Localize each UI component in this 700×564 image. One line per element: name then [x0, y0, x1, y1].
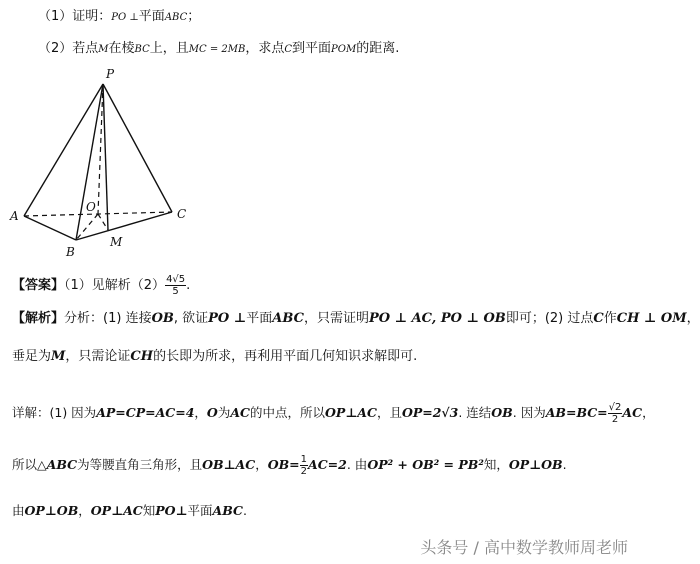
edge-po-hidden — [98, 84, 103, 214]
edge-pm — [103, 84, 108, 230]
edge-ab — [24, 216, 76, 240]
label-a: A — [10, 209, 19, 223]
edge-pc — [103, 84, 172, 212]
question-2: （2）若点M在棱BC上，且MC = 2MB，求点C到平面POM的距离. — [38, 41, 400, 56]
analysis-line-2: 垂足为M，只需论证CH的长即为所求，再利用平面几何知识求解即可. — [12, 349, 418, 364]
pyramid-figure — [0, 64, 210, 264]
answer-line: 【答案】（1）见解析（2） $\frac{4√5}{5}$ . — [12, 274, 191, 297]
label-p: P — [106, 67, 115, 81]
analysis-line-1: 【解析】分析：(1) 连接OB, 欲证PO ⊥平面ABC，只需证明PO ⊥ AC, PO ⊥ OB即可；(2) 过点C作CH ⊥ OM， — [12, 311, 700, 326]
label-m: M — [110, 235, 123, 249]
watermark-text: 头条号 / 高中数学教师周老师 — [420, 538, 628, 557]
label-o: O — [86, 200, 96, 214]
detail-fraction-one-half: $\frac{1}{2}$ — [300, 454, 308, 477]
detail-line-2: 所以△ABC为等腰直角三角形，且OB⊥AC，OB= $\frac{1}{2}$ AC=2. 由OP² + OB² = PB²知，OP⊥OB. — [12, 454, 567, 477]
question-1: （1）证明：PO ⊥平面ABC； — [38, 9, 201, 24]
edge-bc — [76, 212, 172, 240]
detail-fraction-sqrt2-over-2: $\frac{√2}{2}$ — [608, 402, 622, 425]
label-b: B — [66, 245, 75, 259]
label-c: C — [177, 207, 187, 221]
detail-line-1: 详解：(1) 因为AP=CP=AC=4，O为AC的中点，所以OP⊥AC，且OP=2√3. 连结OB. 因为AB=BC= $\frac{√2}{2}$ AC， — [12, 402, 655, 425]
edge-om-hidden — [98, 214, 108, 230]
detail-line-3: 由OP⊥OB，OP⊥AC知PO⊥平面ABC. — [12, 503, 247, 518]
answer-fraction: $\frac{4√5}{5}$ — [166, 274, 186, 297]
